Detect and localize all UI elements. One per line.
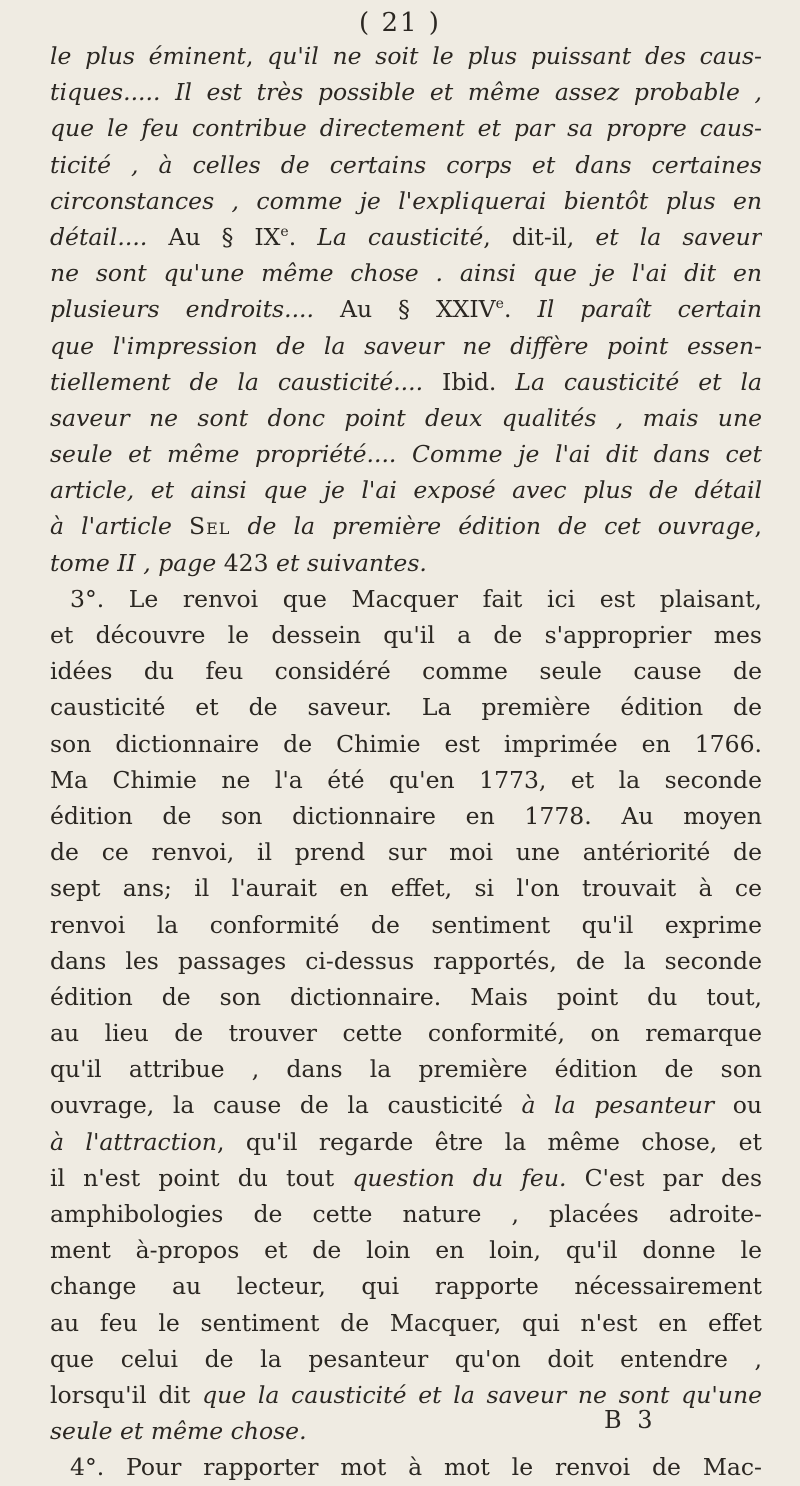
text-run: ne sont qu'une même chose . ainsi que je l'ai dit en [50, 259, 762, 288]
text-run: renvoi la conformité de sentiment qu'il exprime [50, 910, 762, 939]
text-run: son dictionnaire de Chimie est imprimée en 1766. [50, 729, 762, 758]
text-run: saveur ne sont donc point deux qualités , mais une [50, 403, 762, 432]
text-line [50, 1051, 762, 1087]
text-line [50, 183, 762, 219]
text-run: circonstances , comme je l'expliquerai bientôt plus en [50, 186, 762, 215]
text-run: ou [714, 1091, 762, 1120]
text-run: , [754, 512, 762, 541]
text-run: à l'attraction [50, 1127, 217, 1156]
text-run: 423 [223, 548, 277, 577]
text-run: édition de son dictionnaire en 1778. Au moyen [50, 801, 762, 830]
text-line [50, 1268, 762, 1304]
text-run: et la saveur [595, 222, 762, 251]
text-run: seule et même chose. [50, 1417, 307, 1446]
text-run: plusieurs endroits.... [50, 295, 341, 324]
text-run: , [245, 42, 268, 70]
text-line [50, 581, 762, 617]
text-run: il n'est point du tout [50, 1163, 353, 1192]
text-run: tome II , page [50, 548, 224, 577]
text-run: . [288, 222, 318, 251]
text-line [50, 1196, 762, 1232]
text-run: lorsqu'il dit [50, 1380, 203, 1409]
text-run: 4°. Pour rapporter mot à mot le renvoi de Mac- [70, 1453, 762, 1482]
text-run: Il paraît certain [537, 295, 762, 324]
page-number: ( 21 ) [359, 8, 441, 38]
text-run: tiques..... Il est très possible et même assez probable , [50, 78, 762, 107]
text-run: La causticité et la [515, 367, 762, 396]
text-run: Ibid. [442, 367, 516, 396]
text-line [50, 1087, 762, 1123]
text-run: Sel [188, 512, 231, 541]
text-line [50, 1449, 762, 1485]
text-run: qu'il attribue , dans la première édition de son [50, 1055, 762, 1084]
text-line [50, 291, 762, 327]
text-line [50, 1232, 762, 1268]
text-run: change au lecteur, qui rapporte nécessairement [50, 1272, 762, 1301]
text-line [50, 328, 762, 364]
text-run: le plus éminent [50, 42, 246, 70]
text-run: à la pesanteur [521, 1091, 715, 1120]
text-line [50, 1160, 762, 1196]
text-run: sept ans; il l'aurait en effet, si l'on trouvait à ce [50, 874, 762, 903]
text-run: que la causticité et la saveur ne sont qu'une [202, 1380, 762, 1409]
text-run: et suivantes. [276, 548, 427, 577]
text-run: 3°. Le renvoi que Macquer fait ici est plaisant, [70, 584, 762, 613]
text-run: détail.... [50, 222, 169, 251]
text-run: de ce renvoi, il prend sur moi une antériorité de [50, 838, 762, 867]
text-run: qu'il ne soit le plus puissant des caus- [267, 42, 762, 70]
text-run: et découvre le dessein qu'il a de s'approprier mes [50, 621, 762, 649]
text-line [50, 943, 762, 979]
text-run: que celui de la pesanteur qu'on doit entendre , [50, 1344, 762, 1373]
text-run: e [280, 224, 289, 241]
text-run: ment à-propos et de loin en loin, qu'il donne le [50, 1236, 762, 1265]
text-run: que l'impression de la saveur ne diffère point essen- [50, 331, 762, 360]
text-run: idées du feu considéré comme seule cause de [50, 657, 762, 686]
text-run: à l'article [50, 512, 189, 541]
text-run: Au § XXIV [340, 295, 496, 324]
text-run: ticité , à celles de certains corps et dans certaines [50, 150, 762, 179]
text-run: édition de son dictionnaire. Mais point du tout, [50, 982, 762, 1011]
text-line [50, 1341, 762, 1377]
text-line [50, 798, 762, 834]
text-line [50, 74, 762, 110]
text-line [50, 545, 762, 581]
text-line [50, 689, 762, 725]
text-line [50, 110, 762, 146]
text-line [50, 364, 762, 400]
text-run: La causticité [317, 222, 484, 251]
text-line [50, 400, 762, 436]
text-line [50, 907, 762, 943]
text-run: causticité et de saveur. La première édition de [50, 693, 762, 722]
text-run: au feu le sentiment de Macquer, qui n'est en effet [50, 1308, 762, 1337]
text-line [50, 219, 762, 255]
text-line [50, 508, 762, 544]
text-line [50, 979, 762, 1015]
text-run: au lieu de trouver cette conformité, on remarque [50, 1019, 762, 1048]
text-run: dans les passages ci-dessus rapportés, de la seconde [50, 946, 762, 975]
text-line [50, 472, 762, 508]
text-line [50, 1015, 762, 1051]
text-run: seule et même propriété.... Comme je l'ai dit dans cet [50, 440, 762, 469]
text-line [50, 436, 762, 472]
text-line [50, 1124, 762, 1160]
text-run: Ma Chimie ne l'a été qu'en 1773, et la seconde [50, 765, 762, 794]
text-line [50, 147, 762, 183]
text-run: amphibologies de cette nature , placées adroite- [50, 1200, 762, 1228]
text-run: article, et ainsi que je l'ai exposé avec plus de détail [50, 476, 762, 505]
text-line [50, 617, 762, 653]
text-line [50, 726, 762, 762]
text-line [50, 653, 762, 689]
text-line [50, 1305, 762, 1341]
text-line [50, 762, 762, 798]
text-run: Au § IX [168, 222, 281, 251]
text-run: que le feu contribue directement et par sa propre caus- [50, 114, 762, 143]
text-run: , qu'il regarde être la même chose, et [216, 1127, 762, 1156]
text-line [50, 255, 762, 291]
text-line [50, 834, 762, 870]
text-run: de la première édition de cet ouvrage [230, 512, 755, 541]
body-text [50, 38, 762, 1486]
text-run: , dit-il, [483, 222, 596, 251]
text-line [50, 38, 762, 74]
text-run: tiellement de la causticité.... [50, 367, 443, 396]
printer-signature-mark: B 3 [604, 1406, 657, 1434]
text-run: ouvrage, la cause de la causticité [50, 1091, 522, 1120]
text-run: C'est par des [566, 1163, 762, 1192]
text-run: . [503, 295, 538, 324]
text-run: question du feu. [352, 1163, 567, 1192]
text-line [50, 870, 762, 906]
text-run: e [495, 296, 504, 313]
